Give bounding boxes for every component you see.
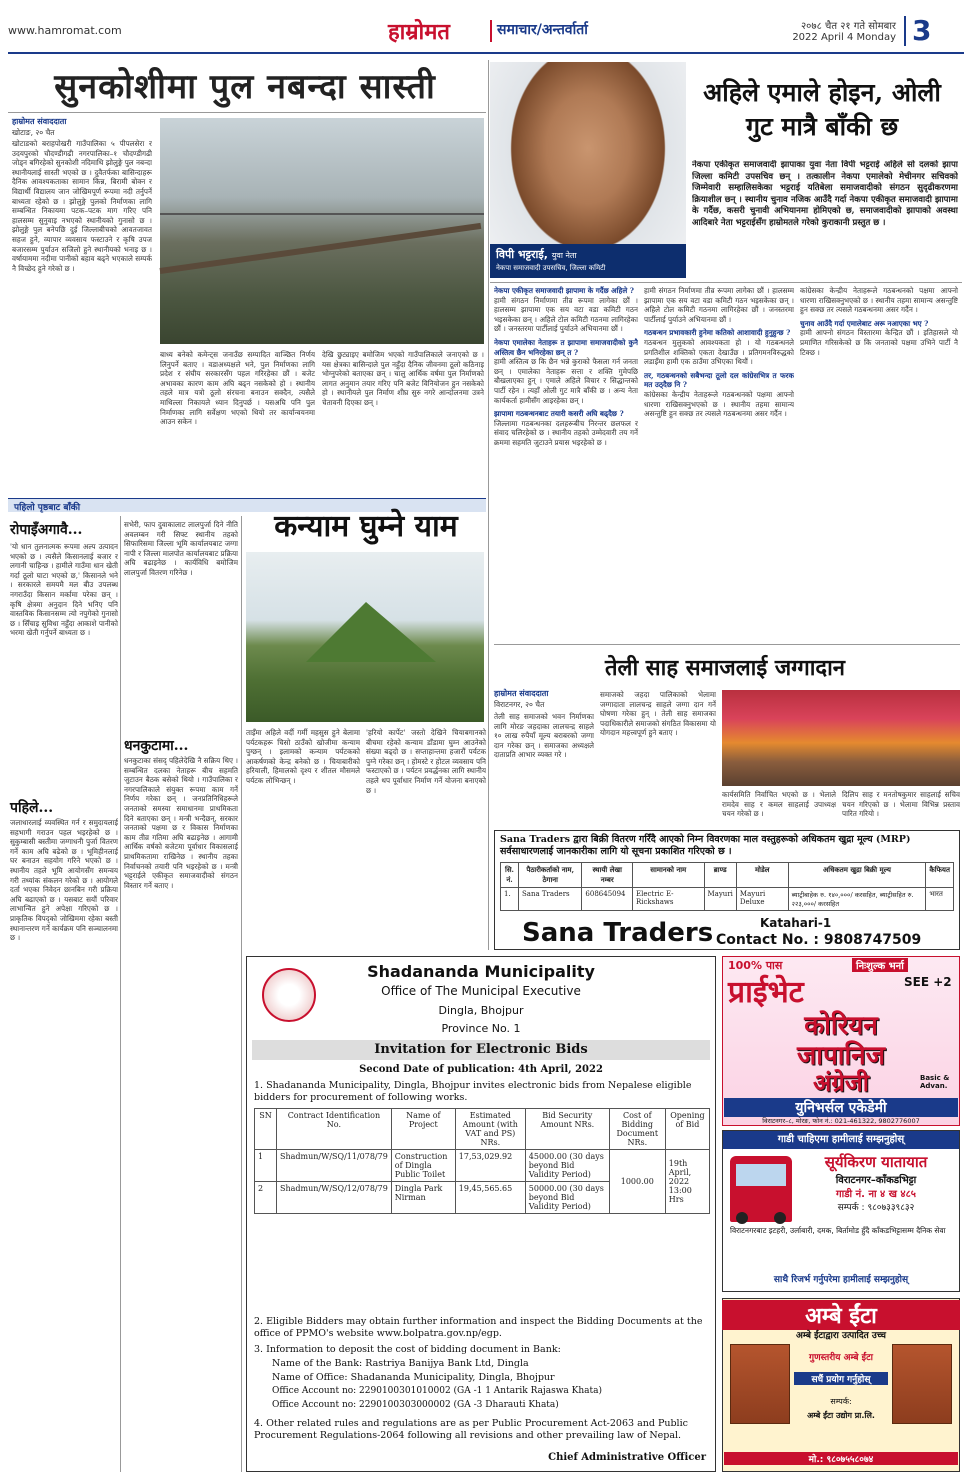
interview-col3: [800, 286, 958, 556]
interview-rule: [490, 282, 962, 283]
sana-td-pan: 608645094: [582, 888, 633, 911]
academy-korean: कोरियन: [804, 1011, 878, 1041]
table-row: [501, 888, 954, 911]
brick-use: सधैं प्रयोग गर्नुहोस्: [794, 1372, 888, 1385]
bid-td-project-2: Dingla Park Nirman: [391, 1182, 455, 1214]
sana-td-sn: 1.: [501, 888, 519, 911]
teli-col3: कार्यसमिति निर्वाचित भएको छ । भेलाले रामदेव साह र कमल साहलाई उपाध्यक्ष चयन गरेको छ ।: [722, 790, 836, 819]
academy-see: SEE +2: [904, 975, 952, 989]
section-ropai: रोपाइँअगावै...: [10, 522, 83, 538]
academy-pass: 100% पास: [728, 959, 783, 972]
bid-td-contract-1: Shadmun/W/SQ/11/078/79: [277, 1150, 392, 1182]
article-body-col3: देखि छुट्याइए बमोजिम भएको गाउँपालिकाले जनाएको छ । यस क्षेत्रका बासिन्दाले पुल नहुँदा दैनिक जीवनमा ठूलो कठिनाइ भोग्नुपरेको बताएका छन् । चालु आर्थिक वर्षमा पुल निर्माणको लागत अनुमान तयार गरिए पनि बजेट विनियोजन हुन नसकेको हो । स्थानीयले पुल निर्माण शीघ्र सुरु नगरे आन्दोलनमा उत्रने चेतावनी दिएका छन् ।: [322, 350, 484, 407]
bus-number: गाडी नं. ना ४ ख ४८५: [835, 1189, 917, 1200]
interview-intro: नेकपा एकीकृत समाजवादी झापाका युवा नेता विपी भट्टराई अहिले सो दलको झापा जिल्ला कमिटी उपसचिव छन् । तत्कालीन नेकपा एमालेको मेचीनगर सचिवको जिम्मेवारी सम्हालिसकेका भट्टराई यतिबेला समाजवादीको संगठन सुदृढीकरणमा क्रियाशील छन् । स्थानीय चुनाव नजिक आउँदै गर्दा नेकपा एकीकृत समाजवादी झापामा के गर्दैछ, कसरी चुनावी अभियानमा होमिएको छ, समाजवादीको झापाको अवस्था आदिबारे नेता भट्टराईसँग हाम्रोमतले गरेको कुराकानी प्रस्तुत छ ।: [692, 160, 958, 228]
date-english: 2022 April 4 Monday: [792, 32, 896, 43]
jump-box-title: पहिलो पृष्ठबाट बाँकी: [14, 503, 81, 513]
question-5: चुनाव आउँदै गर्दा एमालेबाट अरू नआएका भए ?: [800, 318, 929, 328]
article-headline: सुनकोशीमा पुल नबन्दा सास्ती: [54, 67, 436, 107]
column-divider: [241, 516, 242, 1472]
bus-route: विराटनगर–काँकडभिट्टा: [835, 1175, 917, 1186]
left-col-text1: 'यो धान तुलनात्मक रूपमा अल्प उत्पादन भएको छ । त्यसैले किसानलाई बजार र लगानी चाहिन्छ । हामीले गाउँमा धान खेती गर्दा ठूलो घाटा भएको छ,' किसानले भने । सरकारले समयमै मल बीउ उपलब्ध नगराउँदा किसान मर्कामा परेका छन् । कृषि क्षेत्रमा अनुदान दिने भनिए पनि वास्तविक किसानसम्म त्यो नपुगेको गुनासो छ । सिँचाइ सुविधा नहुँदा आकाशे पानीको भरमा खेती गर्नुपर्ने बाध्यता छ ।: [10, 542, 118, 638]
byline: हाम्रोमत संवाददाता: [12, 117, 67, 126]
bid-th-security: Bid Security Amount NRs.: [525, 1109, 609, 1150]
bid-td-security-1: 45000.00 (30 days beyond Bid Validity Period): [525, 1150, 609, 1182]
muni-para-2: 2. Eligible Bidders may obtain further information and inspect the Bidding Documents at the office of PPMO's website www.bolpatra.gov.np/egp.: [254, 1316, 703, 1339]
bus-top-banner: गाडी चाहिएमा हामीलाई सम्झनुहोस्: [723, 1131, 959, 1149]
muni-para-1: 1. Shadananda Municipality, Dingla, Bhojpur invites electronic bids from Nepalese eligible bidders for procurement of following works.: [254, 1080, 692, 1103]
bank-office: Name of Office: Shadananda Municipality, Dingla, Bhojpur: [272, 1372, 555, 1383]
question-6: झापामा गठबन्धनबाट तयारी कसरी अघि बढ्दैछ ?: [494, 409, 624, 419]
bridge-cable: [160, 213, 484, 215]
bank-name: Name of the Bank: Rastriya Banijya Bank Ltd, Dingla: [272, 1358, 529, 1369]
masthead-logo: हाम्रोमत: [388, 20, 450, 45]
bus-icon: [730, 1156, 792, 1222]
bid-td-cost: 1000.00: [609, 1150, 665, 1214]
sana-th-pan: स्थायी लेखा नम्बर: [582, 863, 633, 888]
sana-table: [500, 862, 954, 911]
academy-japanese: जापानिज: [797, 1041, 885, 1071]
sana-td-model: Mayuri Deluxe: [736, 888, 788, 911]
teli-headline: तेली साह समाजलाई जग्गादान: [604, 655, 846, 681]
date-nepali: २०७८ चैत २१ गते सोमबार: [800, 21, 896, 32]
bid-td-project-1: Construction of Dingla Public Toilet: [391, 1150, 455, 1182]
teli-dateline: विराटनगर, २० चैत: [494, 700, 545, 709]
signature-line: Chief Administrative Officer: [548, 1452, 706, 1463]
academy-address: विराटनगर–८, मोरङ, फोन नं.: 021-461322, 9802776007: [762, 1117, 920, 1125]
sana-td-brand: Mayuri: [704, 888, 736, 911]
left-col-text2: जलाधारलाई व्यवस्थित गर्न र समुदायलाई सहभागी गराउन पहल भइरहेको छ । सुकुम्बासी बस्तीमा जग्गाधनी पुर्जा वितरण गर्ने काम अघि बढेको छ । भूमिहीनलाई घर बनाउन सहयोग गरिने भएको छ । स्थानीय तहले भूमि आयोगसँग समन्वय गरी तथ्यांक संकलन गरेको छ । आयोगले दर्ता भएका निवेदन छानबिन गरी प्रक्रिया अघि बढाएको छ । यसबाट सयौं परिवार लाभान्वित हुने अपेक्षा गरिएको छ । प्राकृतिक विपद्‌को जोखिममा रहेका बस्ती स्थानान्तरण गर्ने कार्यक्रम पनि सञ्चालनमा छ ।: [10, 818, 118, 943]
sana-th-item: सामानको नाम: [632, 863, 704, 888]
answer-2: हामी अस्तित्व छ कि छैन भन्ने कुराको फैसला गर्न जनता छन् । एमालेका नेताहरू सत्ता र शक्ति गुमेपछि बौखलाएका हुन् । एमाले अहिले विचार र सिद्धान्तको पार्टी रहेन । त्यहाँ ओली गुट मात्रै बाँकी छ । अन्य नेता कार्यकर्ता हामीसँग आइरहेका छन् ।: [494, 357, 638, 405]
bank-account-1: Office Account no: 2290100301010002 (GA -1 1 Antarik Rajaswa Khata): [272, 1386, 603, 1396]
bid-td-opening: 19th April, 2022 13:00 Hrs: [665, 1150, 709, 1214]
teli-col2: समाजको जहदा पालिकाको भेलामा जग्गादाता लालचन्द्र साहले जग्गा दान गर्ने घोषणा गरेका हुन् । तेली साह समाजका पदाधिकारीले समाजको संगठित विकासमा यो योगदान महत्त्वपूर्ण हुने बताए ।: [600, 690, 716, 738]
bus-details: विराटनगरबाट इटहरी, उर्लाबारी, दमक, बिर्तामोड हुँदै काँकडभिट्टासम्म दैनिक सेवा: [730, 1226, 946, 1235]
masthead-divider: [490, 20, 492, 42]
interview-col2: [644, 286, 794, 556]
page-number: 3: [912, 14, 932, 47]
academy-english: अंग्रेजी: [813, 1069, 869, 1097]
answer-1: हामी संगठन निर्माणमा तीव्र रूपमा लागेका छौं । हालसम्म झापामा एक सय वटा वडा कमिटी गठन भइसकेका छन् । अहिले टोल कमिटी गठनमा लागिरहेका छौं । जनस्तरमा पार्टीलाई पुर्याउने अभियानमा छौं ।: [494, 295, 638, 334]
academy-name: युनिभर्सल एकेडेमी: [724, 1098, 958, 1117]
teli-photo: [722, 690, 960, 786]
municipality-location: Dingla, Bhojpur: [438, 1004, 524, 1017]
invitation-banner: Invitation for Electronic Bids: [252, 1040, 710, 1060]
section-dhankuta: धनकुटामा...: [124, 738, 189, 754]
brick-subtitle: अम्बे ईंटाद्वारा उत्पादित उच्च: [796, 1331, 886, 1341]
answer-3: गठबन्धन मुलुकको आवश्यकता हो । यो गठबन्धनले प्रगतिशील शक्तिको एकता देखाउँछ । प्रतिगमनविरुद्धको लडाइँमा हामी एक ठाउँमा उभिएका थियौं ।: [644, 337, 794, 367]
academy-free-badge: निःशुल्क भर्ना: [852, 958, 908, 972]
article-body-col1: खोटाङको बराहपोखरी गाउँपालिका ५ पीपलसेरा र उदयपुरको चौदण्डीगढी नगरपालिका–१ चौदण्डीगढी जोड्न बगिरहेको सुनकोशी नदिमाथि झोलुङ्गे पुल नबन्दा स्थानीयलाई सास्ती भएको छ । दुवैतर्फका बासिन्दाहरू दैनिक आवश्यकताका सामान किन्न, बिरामी बोक्न र विद्यार्थी विद्यालय जान जोखिमपूर्ण रूपमा नदी तर्नुपर्ने बाध्यता रहेको छ । झोलुङ्गे पुलको निर्माणका लागि सम्बन्धित निकायमा पटक–पटक माग गरिए पनि हालसम्म सुनुवाइ नभएको स्थानीयको गुनासो छ । झोलुङ्गे पुल बनेपछि दुई जिल्लाबीचको आवतजावत सहज हुने, व्यापार व्यवसाय फस्टाउने र कृषि उपज बजारसम्म पुर्याउन सजिलो हुने स्थानीयको भनाइ छ । वर्षायाममा नदीमा पानीको बहाव बढ्ने भएकाले सम्पर्क नै विच्छेद हुने गरेको छ ।: [12, 139, 152, 273]
section-pahile: पहिले...: [10, 800, 54, 816]
academy-basic: Basic & Advan.: [920, 1074, 950, 1090]
headline-rule: [8, 112, 486, 113]
kanyam-col1: ताइँमा अहिले वर्दी गर्मी महसुस हुने बेलामा पर्यटकहरू चिसो ठाउँको खोजीमा कन्याम पुग्छन् । इलामको कन्याम पर्यटकको आकर्षणको केन्द्र बनेको छ । चियाबारीको हरियाली, हिमालको दृश्य र शीतल मौसमले पर्यटक लोभिन्छन् ।: [246, 728, 360, 785]
portrait-name-text: विपी भट्टराई,: [496, 248, 548, 261]
bridge-photo: [160, 118, 484, 344]
sana-th-model: मोडेल: [736, 863, 788, 888]
sana-th-mrp: अधिकतम खुद्रा बिक्री मूल्य: [788, 863, 926, 888]
municipality-title: Shadananda Municipality: [367, 962, 595, 981]
sana-td-mrp: ब्याट्रीबाहेक रु. १४०,०००/ करसहित, ब्याट्रीसहित रु. २२३,०००/ करसहित: [788, 888, 926, 911]
sana-th-brand: ब्राण्ड: [704, 863, 736, 888]
bid-th-cost: Cost of Bidding Document NRs.: [609, 1109, 665, 1150]
answer-5: हामी आफ्नो संगठन विस्तारमा केन्द्रित छौं । इतिहासले यो प्रमाणित गरिसकेको छ कि जनताको पक्षमा उभिने पार्टी नै टिक्छ ।: [800, 328, 958, 357]
bid-td-estimate-2: 19,45,565.65: [455, 1182, 525, 1214]
bid-th-opening: Opening of Bid: [665, 1109, 709, 1150]
teli-byline: हाम्रोमत संवाददाता: [494, 689, 549, 698]
sana-th-remark: कैफियत: [926, 863, 954, 888]
website-url[interactable]: www.hamromat.com: [8, 24, 122, 37]
answer-4: कांग्रेसका केन्द्रीय नेताहरूले गठबन्धनको पक्षमा आफ्नो धारणा राखिसक्नुभएको छ । स्थानीय तहमा सामान्य असन्तुष्टि हुन सक्छ तर त्यसले गठबन्धनमा असर गर्दैन ।: [644, 389, 794, 419]
column-divider: [120, 516, 121, 1472]
sana-th-importer: पैठारीकर्ताको नाम, ठेगाना: [519, 863, 582, 888]
bid-th-project: Name of Project: [391, 1109, 455, 1150]
bid-td-contract-2: Shadmun/W/SQ/12/078/79: [277, 1182, 392, 1214]
bid-th-sn: SN: [255, 1109, 277, 1150]
bid-th-estimate: Estimated Amount (with VAT and PS) NRs.: [455, 1109, 525, 1150]
sana-contact: Contact No. : 9808747509: [716, 932, 922, 948]
question-1: नेकपा एकीकृत समाजवादी झापामा के गर्दैछ अहिले ?: [494, 286, 634, 295]
bid-td-sn-2: 2: [255, 1182, 277, 1214]
bid-th-contract: Contract Identification No.: [277, 1109, 392, 1150]
section-divider: [494, 644, 960, 645]
section-label: समाचार/अन्तर्वार्ता: [497, 22, 588, 38]
page-number-divider: [904, 16, 906, 46]
kanyam-photo: [246, 552, 484, 722]
kanyam-col2: 'हरियो कार्पेट' जस्तो देखिने चियाबगानको बीचमा रहेको कन्याम डाँडामा घुम्न आउनेको संख्या बढ्दो छ । सप्ताहान्तमा हजारौं पर्यटक पुग्ने गरेका छन् । होमस्टे र होटल व्यवसाय पनि फस्टाएको छ । पर्यटन प्रवर्द्धनका लागि स्थानीय तहले थप पूर्वाधार निर्माण गर्ने योजना बनाएको छ ।: [366, 728, 486, 795]
brick-contact-label: सम्पर्क:: [830, 1397, 852, 1406]
sana-th-sn: सि. नं.: [501, 863, 519, 888]
muni-para-4: 4. Other related rules and regulations are as per Public Procurement Act-2063 and Public Procurement Regulations-2064 following all revisions and other prevailing law of Nepal.: [254, 1418, 688, 1441]
teli-col1: तेली साह समाजको भवन निर्माणका लागि मोरङ जहदाका लालचन्द्र साहले १० लाख रुपैयाँ मूल्य बराबरको जग्गा दान गरेका छन् । समाजका अध्यक्षले दाताप्रति आभार व्यक्त गरे ।: [494, 712, 594, 760]
sana-td-remark: भारत: [926, 888, 954, 911]
bid-td-sn-1: 1: [255, 1150, 277, 1182]
mid-col-text2: धनकुटाका संसद् पहिलेदेखि नै सक्रिय थिए । सम्बन्धित दलका नेताहरू बीच सहमति जुटाउन बैठक बसेको थियो । गाउँपालिका र नगरपालिकाले संयुक्त रूपमा काम गर्ने निर्णय गरेका छन् । जनप्रतिनिधिहरूले जनताको समस्या समाधानमा प्राथमिकता दिने बताएका छन् । मन्त्री भन्दैछन्, सरकार जनताको पक्षमा छ र विकास निर्माणका काम तीव्र गतिमा अघि बढाइनेछ । आगामी आर्थिक वर्षको बजेटमा पूर्वाधार विकासलाई प्राथमिकतामा राखिनेछ । स्थानीय तहका निर्वाचनको तयारी पनि भइरहेको छ । मन्त्री भट्टराईले एकीकृत समाजवादीको संगठन विस्तार गर्ने बताए ।: [124, 756, 238, 890]
article-body-col2: बाध्य बनेको कमेन्ट्स जनाउँछ सम्पादित वाञ्छित निर्णय लिनुपर्ने बताए । वडाअध्यक्षले भने, पुल निर्माणका लागि प्रदेश र संघीय सरकारसँग पहल गरिरहेका छौं । बजेट अभावका कारण काम अघि बढ्न नसकेको हो । स्थानीय तहले मात्र यत्रो ठूलो संरचना बनाउन सक्दैन, त्यसैले माथिल्ला निकायले ध्यान दिनुपर्छ । यसअघि पनि पुल निर्माणका लागि सर्वेक्षण भएको थियो तर कार्यान्वयनमा आउन सकेन ।: [160, 350, 315, 427]
mid-col-text1: सभेरी, फाप दुवाकालाट लालपुर्जा दिने नीति अवलम्बन गरी सिफ्ट स्थानीय तहको सिफारिसमा जिल्ला भूमि कार्यालयबाट जग्गा नापी र जिल्ला मालपोत कार्यालयबाट प्रक्रिया अघि बढाइनेछ । कार्यविधि बमोजिम लालपुर्जा वितरण गरिनेछ ।: [124, 520, 238, 577]
portrait-role: युवा नेता: [551, 251, 577, 260]
question-3: गठबन्धन प्रभावकारी हुनेमा कतिको आशावादी हुनुहुन्छ ?: [644, 328, 791, 338]
brick-title: अम्बे ईंटा: [722, 1300, 960, 1330]
sana-location: Katahari-1: [760, 916, 832, 930]
portrait-name: [496, 247, 577, 262]
table-row: [255, 1150, 710, 1182]
municipality-province: Province No. 1: [441, 1022, 521, 1035]
header-rule: [8, 52, 964, 54]
academy-private: प्राईभेट: [728, 975, 804, 1010]
bid-td-estimate-1: 17,53,029.92: [455, 1150, 525, 1182]
answer-4b: कांग्रेसका केन्द्रीय नेताहरूले गठबन्धनको पक्षमा आफ्नो धारणा राखिसक्नुभएको छ । स्थानीय तहमा सामान्य असन्तुष्टि हुन सक्छ तर त्यसले गठबन्धनमा असर गर्दैन ।: [800, 286, 958, 315]
interview-col1: [494, 286, 638, 556]
bus-wheel-right-icon: [774, 1212, 786, 1224]
answer-2b: हामी संगठन निर्माणमा तीव्र रूपमा लागेका छौं । हालसम्म झापामा एक सय वटा वडा कमिटी गठन भइसकेका छन् । अहिले टोल कमिटी गठनमा लागिरहेका छौं । जनस्तरमा पार्टीलाई पुर्याउने अभियानमा छौं ।: [644, 286, 794, 324]
sana-brand: Sana Traders: [522, 918, 714, 948]
sana-td-importer: Sana Traders: [519, 888, 582, 911]
kanyam-headline: कन्याम घुम्ने याम: [274, 509, 458, 544]
bus-window-icon: [736, 1164, 786, 1186]
second-publication-date: Second Date of publication: 4th April, 2022: [359, 1064, 603, 1075]
bridge-deck: [160, 223, 482, 274]
question-4: तर, गठबन्धनको सबैभन्दा ठूलो दल कांग्रेसभित्र त फरक मत उठ्दैछ नि ?: [644, 370, 794, 390]
brick-phone: मो.: ९८०७५५८०७४: [724, 1452, 958, 1465]
dateline: खोटाङ, २० चैत: [12, 128, 55, 137]
brick-image-left: [730, 1344, 790, 1424]
bus-company: सूर्यकिरण यातायात: [824, 1153, 928, 1171]
interview-headline: अहिले एमाले होइन, ओली गुट मात्रै बाँकी छ: [703, 78, 941, 141]
bid-table: [254, 1108, 710, 1214]
muni-para-3: 3. Information to deposit the cost of bidding document in Bank:: [254, 1344, 561, 1355]
brick-company: अम्बे ईंटा उद्योग प्रा.लि.: [807, 1411, 875, 1420]
teli-col4: दिलिप साह र मनतोषकुमार साहलाई सचिव चयन गरिएको छ । भेलामा विभिन्न प्रस्ताव पारित गरियो ।: [842, 790, 960, 819]
bus-bottom-banner: साथै रिजर्भ गर्नुपरेमा हामीलाई सम्झनुहोस्: [773, 1275, 909, 1285]
brick-image-right: [892, 1344, 952, 1424]
bus-wheel-left-icon: [736, 1212, 748, 1224]
sana-td-item: Electric E-Rickshaws: [632, 888, 704, 911]
column-divider: [488, 60, 489, 950]
question-2: नेकपा एमालेका नेताहरू त झापामा समाजवादीको कुनै अस्तित्व छैन भनिरहेका छन् त ?: [494, 337, 638, 357]
portrait-subcaption: नेकपा समाजवादी उपसचिव, जिल्ला कमिटी: [496, 264, 606, 272]
answer-6: जिल्लामा गठबन्धनका दलहरूबीच निरन्तर छलफल र संवाद चलिरहेको छ । स्थानीय तहको उम्मेदवारी तय गर्ने क्रममा सहमति जुटाउने प्रयास भइरहेको छ ।: [494, 418, 638, 447]
brick-quality: गुणस्तरीय अम्बे ईंटा: [809, 1353, 873, 1363]
kanyam-hill-shape: [306, 602, 436, 662]
sana-notice: Sana Traders द्वारा बिक्री वितरण गरिँदै आएको निम्न विवरणका माल वस्तुहरूको अधिकतम खुद्रा मूल्य (MRP) सर्वसाधारणलाई जानकारीका लागि यो सूचना प्रकाशित गरिएको छ ।: [500, 834, 911, 857]
bank-account-2: Office Account no: 2290100303000002 (GA -3 Dharauti Khata): [272, 1400, 559, 1410]
bid-td-security-2: 50000.00 (30 days beyond Bid Validity Period): [525, 1182, 609, 1214]
municipality-office: Office of The Municipal Executive: [381, 984, 581, 998]
sana-table-header: [501, 863, 954, 888]
bus-contact: सम्पर्क : ९८०७३३९८३२: [837, 1203, 915, 1213]
bid-table-header: [255, 1109, 710, 1150]
